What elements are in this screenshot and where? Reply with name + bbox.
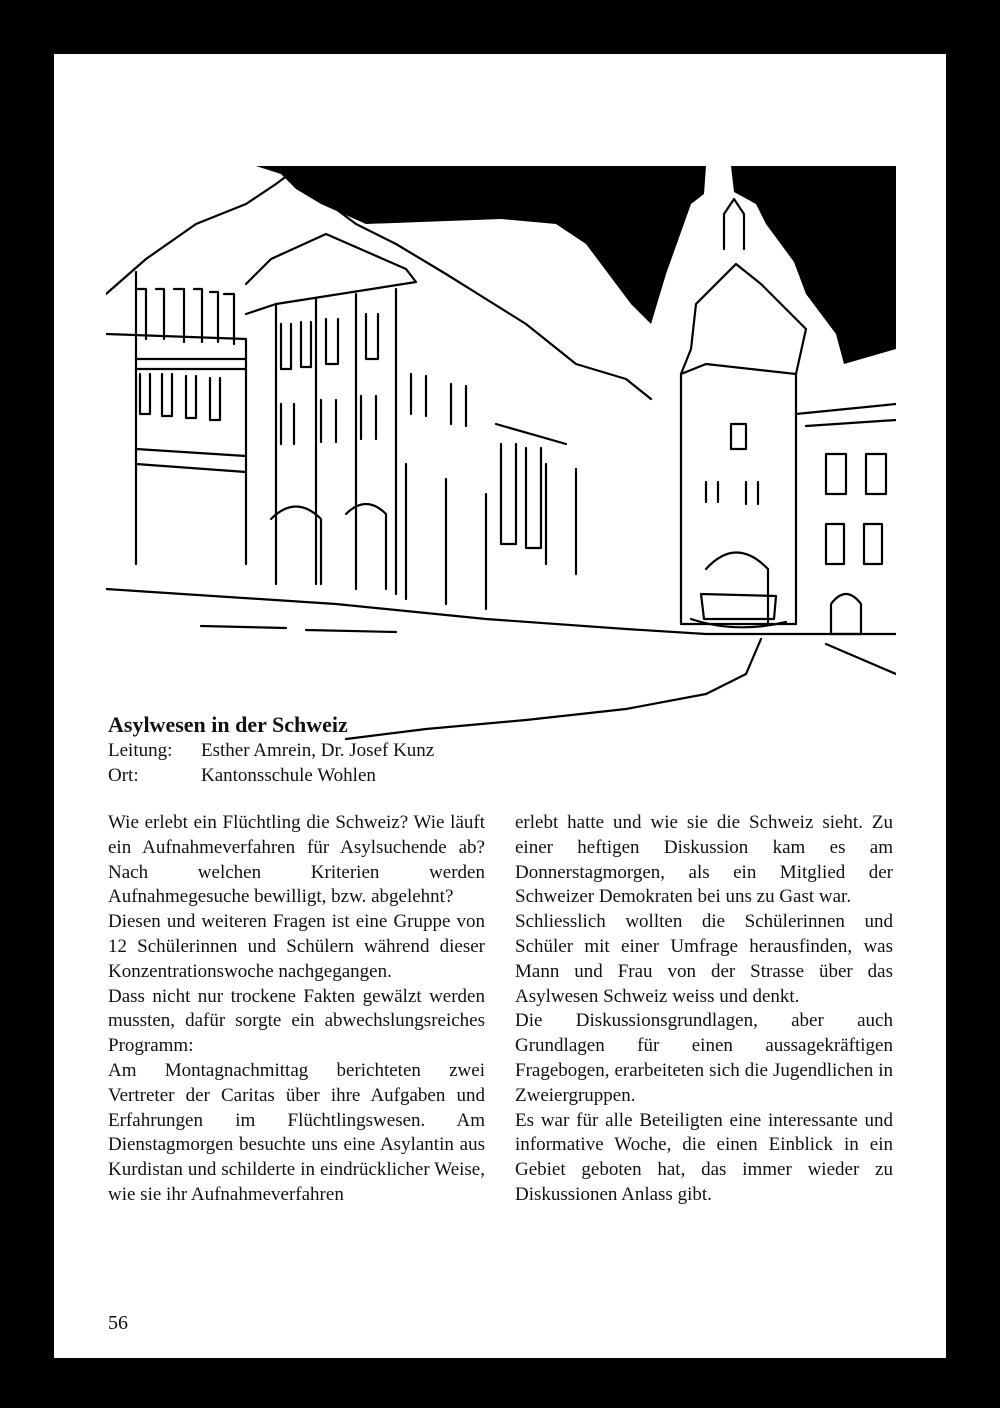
ort-label: Ort: [108, 765, 139, 786]
paragraph: Die Diskussionsgrundlagen, aber auch Grundlagen für einen aussagekräftigen Fragebogen, erarbeiteten sich die Jugendlichen in Zweiergruppen. [515, 1010, 893, 1106]
paragraph: Diesen und weiteren Fragen ist eine Gruppe von 12 Schülerinnen und Schülern während dieser Konzentrationswoche nachgegangen. [108, 911, 485, 982]
paragraph: Dass nicht nur trockene Fakten gewälzt werden mussten, dafür sorgte ein abwechslungsreiches Programm: [108, 985, 485, 1057]
paragraph: Es war für alle Beteiligten eine interessante und informative Woche, die einen Einblick in ein Gebiet geboten hat, das immer wieder zu Diskussionen Anlass gibt. [515, 1109, 893, 1205]
document-page [54, 54, 946, 1358]
paragraph: erlebt hatte und wie sie die Schweiz sieht. Zu einer heftigen Diskussion kam es am Donnerstagmorgen, als ein Mitglied der Schweizer Demokraten bei uns zu Gast war. [515, 812, 893, 908]
leitung-row [108, 738, 808, 763]
paragraph: Wie erlebt ein Flüchtling die Schweiz? Wie läuft ein Aufnahmeverfahren für Asylsuchende ab? Nach welchen Kriterien werden Aufnahmegesuche bewilligt, bzw. abgelehnt? [108, 812, 485, 908]
paragraph: Schliesslich wollten die Schülerinnen und Schüler mit einer Umfrage herausfinden, was Mann und Frau von der Strasse über das Asylwesen Schweiz weiss und denkt. [515, 911, 893, 1007]
article-title: Asylwesen in der Schweiz [108, 712, 348, 737]
left-column [108, 811, 485, 1208]
page-number: 56 [108, 1312, 128, 1334]
paragraph: Am Montagnachmittag berichteten zwei Vertreter der Caritas über ihre Aufgaben und Erfahrungen im Flüchtlingswesen. Am Dienstagmorgen besuchte uns eine Asylantin aus Kurdistan und schilderte in eindrücklicher Weise, wie sie ihr Aufnahmeverfahren [108, 1059, 485, 1205]
leitung-value: Esther Amrein, Dr. Josef Kunz [201, 740, 435, 761]
ort-row [108, 763, 808, 788]
right-column [515, 811, 893, 1208]
ort-value: Kantonsschule Wohlen [201, 765, 376, 786]
town-square-illustration [106, 164, 896, 749]
leitung-label: Leitung: [108, 740, 173, 761]
article-header [108, 712, 808, 788]
